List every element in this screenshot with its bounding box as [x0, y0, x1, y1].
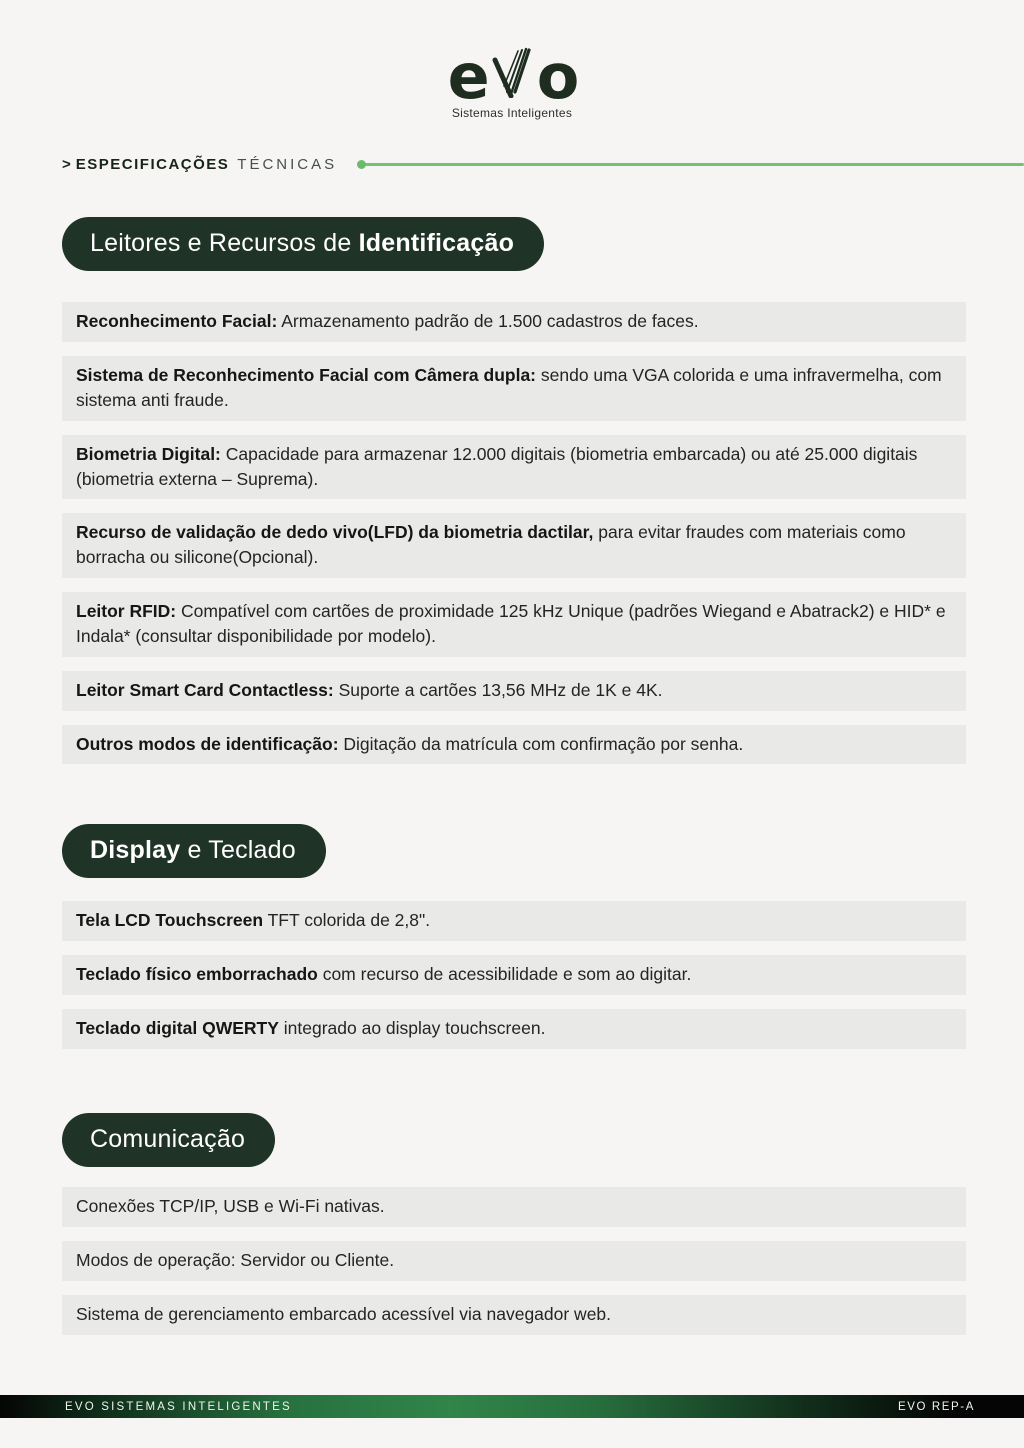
logo-letter-e: e	[447, 40, 487, 114]
spec-row: Teclado digital QWERTY integrado ao display touchscreen.	[62, 1009, 966, 1049]
section-title-part: e Teclado	[180, 836, 296, 865]
section-pill-comunicacao	[62, 1113, 275, 1167]
spec-row: Sistema de gerenciamento embarcado acessível via navegador web.	[62, 1295, 966, 1335]
section-title-part: Comunicação	[90, 1124, 246, 1153]
spec-row: Outros modos de identificação: Digitação da matrícula com confirmação por senha.	[62, 725, 966, 765]
spec-row: Leitor Smart Card Contactless: Suporte a cartões 13,56 MHz de 1K e 4K.	[62, 671, 966, 711]
section-pill-display-teclado	[62, 824, 326, 878]
spec-row: Leitor RFID: Compatível com cartões de proximidade 125 kHz Unique (padrões Wiegand e Abatrack2) e HID* e Indala* (consultar disponibilidade por modelo).	[62, 592, 966, 657]
logo-letter-o: o	[536, 40, 577, 114]
footer-model-text: EVO REP-A	[897, 1400, 975, 1413]
header-chevron: >	[62, 156, 72, 174]
spec-row: Biometria Digital: Capacidade para armazenar 12.000 digitais (biometria embarcada) ou até 25.000 digitais (biometria externa – Suprema).	[62, 435, 966, 500]
header-line-dot	[357, 160, 366, 169]
spec-row: Conexões TCP/IP, USB e Wi-Fi nativas.	[62, 1187, 966, 1227]
section-rows-identificacao	[62, 302, 966, 764]
spec-row: Teclado físico emborrachado com recurso de acessibilidade e som ao digitar.	[62, 955, 966, 995]
spec-row: Modos de operação: Servidor ou Cliente.	[62, 1241, 966, 1281]
spec-content	[62, 173, 966, 1334]
section-title-part-bold: Identificação	[358, 229, 515, 258]
brand-logo	[0, 0, 1024, 120]
footer-bar	[0, 1395, 1024, 1418]
spec-row: Recurso de validação de dedo vivo(LFD) da biometria dactilar, para evitar fraudes com materiais como borracha ou silicone(Opcional).	[62, 513, 966, 578]
logo-striped-v-icon	[491, 46, 535, 102]
logo-subtitle: Sistemas Inteligentes	[451, 106, 573, 121]
spec-row: Sistema de Reconhecimento Facial com Câmera dupla: sendo uma VGA colorida e uma infravermelha, com sistema anti fraude.	[62, 356, 966, 421]
section-title-part-bold: Display	[90, 836, 181, 865]
page-header	[62, 156, 1024, 173]
section-title-part: Leitores e Recursos de	[90, 229, 359, 258]
page-title-light: TÉCNICAS	[237, 156, 338, 174]
header-accent-line	[359, 163, 1024, 166]
section-rows-display-teclado	[62, 901, 966, 1049]
spec-row: Tela LCD Touchscreen TFT colorida de 2,8".	[62, 901, 966, 941]
section-rows-comunicacao	[62, 1187, 966, 1335]
spec-row: Reconhecimento Facial: Armazenamento padrão de 1.500 cadastros de faces.	[62, 302, 966, 342]
page-title-bold: ESPECIFICAÇÕES	[75, 156, 230, 174]
footer-brand-text: EVO SISTEMAS INTELIGENTES	[65, 1400, 292, 1413]
section-pill-identificacao	[62, 217, 544, 271]
